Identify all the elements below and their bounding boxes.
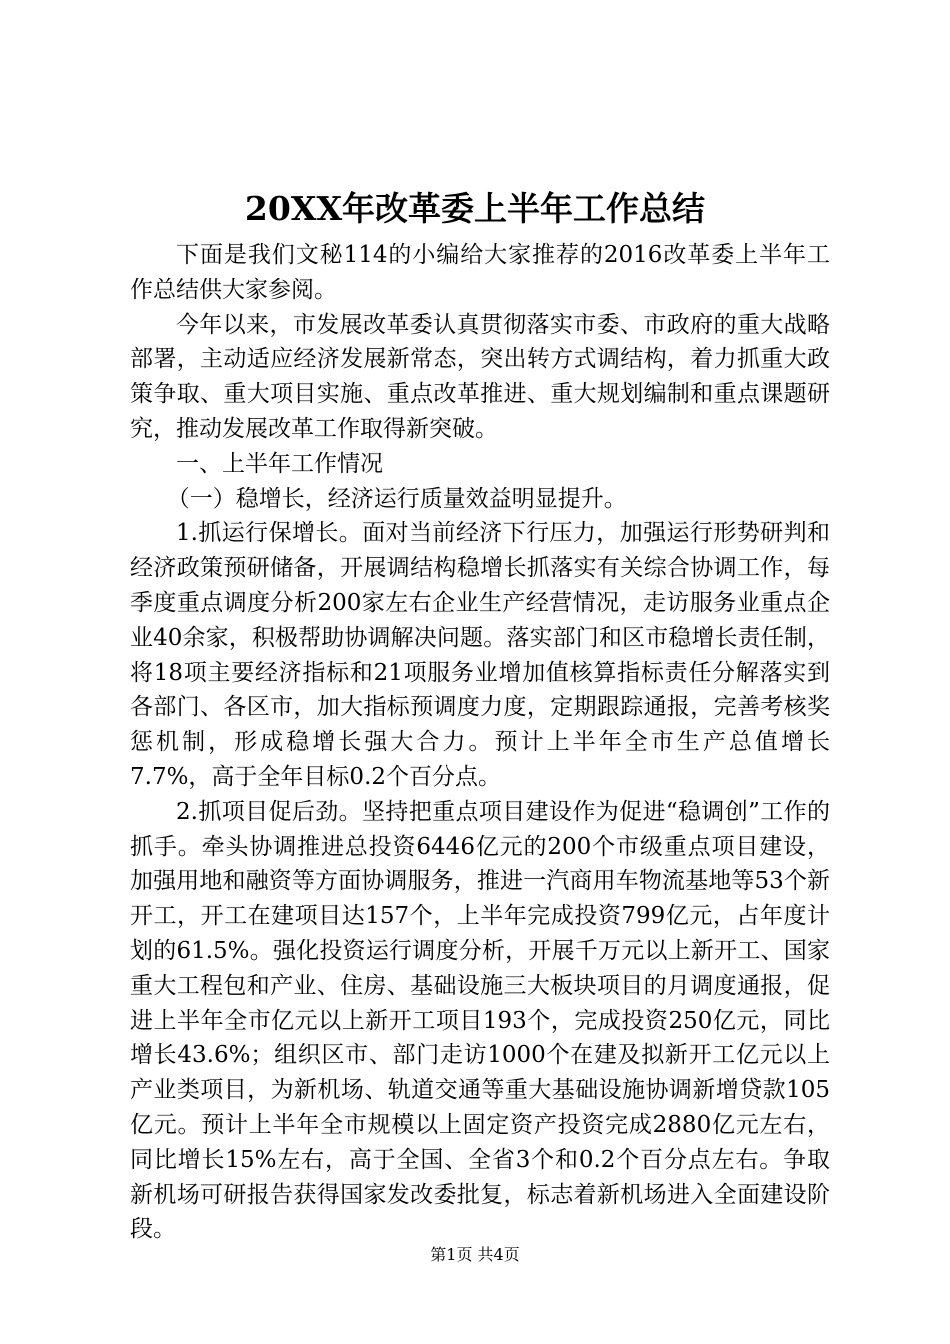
page-footer: 第1页 共4页	[430, 1245, 520, 1264]
document-title: 20XX年改革委上半年工作总结	[244, 189, 706, 228]
section-heading: 一、上半年工作情况	[176, 450, 383, 477]
item-paragraph-1: 1.抓运行保增长。面对当前经济下行压力，加强运行形势研判和经济政策预研储备，开展调结构稳增长抓落实有关综合协调工作，每季度重点调度分析200家左右企业生产经营情况，走访服务业重点企业40余家，积极帮助协调解决问题。落实部门和区市稳增长责任制，将18项主要经济指标和21项服务业增加值核算指标责任分解落实到各部门、各区市，加大指标预调度力度，定期跟踪通报，完善考核奖惩机制，形成稳增长强大合力。预计上半年全市生产总值增长7.7%，高于全年目标0.2个百分点。	[130, 520, 830, 790]
overview-paragraph: 今年以来，市发展改革委认真贯彻落实市委、市政府的重大战略部署，主动适应经济发展新常态，突出转方式调结构，着力抓重大政策争取、重大项目实施、重点改革推进、重大规划编制和重点课题研究，推动发展改革工作取得新突破。	[130, 311, 830, 442]
intro-paragraph: 下面是我们文秘114的小编给大家推荐的2016改革委上半年工作总结供大家参阅。	[130, 242, 830, 303]
item-paragraph-2: 2.抓项目促后劲。坚持把重点项目建设作为促进“稳调创”工作的抓手。牵头协调推进总投资6446亿元的200个市级重点项目建设，加强用地和融资等方面协调服务，推进一汽商用车物流基地等53个新开工，开工在建项目达157个，上半年完成投资799亿元，占年度计划的61.5%。强化投资运行调度分析，开展千万元以上新开工、国家重大工程包和产业、住房、基础设施三大板块项目的月调度通报，促进上半年全市亿元以上新开工项目193个，完成投资250亿元，同比增长43.6%；组织区市、部门走访1000个在建及拟新开工亿元以上产业类项目，为新机场、轨道交通等重大基础设施协调新增贷款105亿元。预计上半年全市规模以上固定资产投资完成2880亿元左右，同比增长15%左右，高于全国、全省3个和0.2个百分点左右。争取新机场可研报告获得国家发改委批复，标志着新机场进入全面建设阶段。	[130, 798, 830, 1243]
subsection-heading: （一）稳增长，经济运行质量效益明显提升。	[166, 485, 627, 512]
document-body	[130, 238, 830, 1247]
